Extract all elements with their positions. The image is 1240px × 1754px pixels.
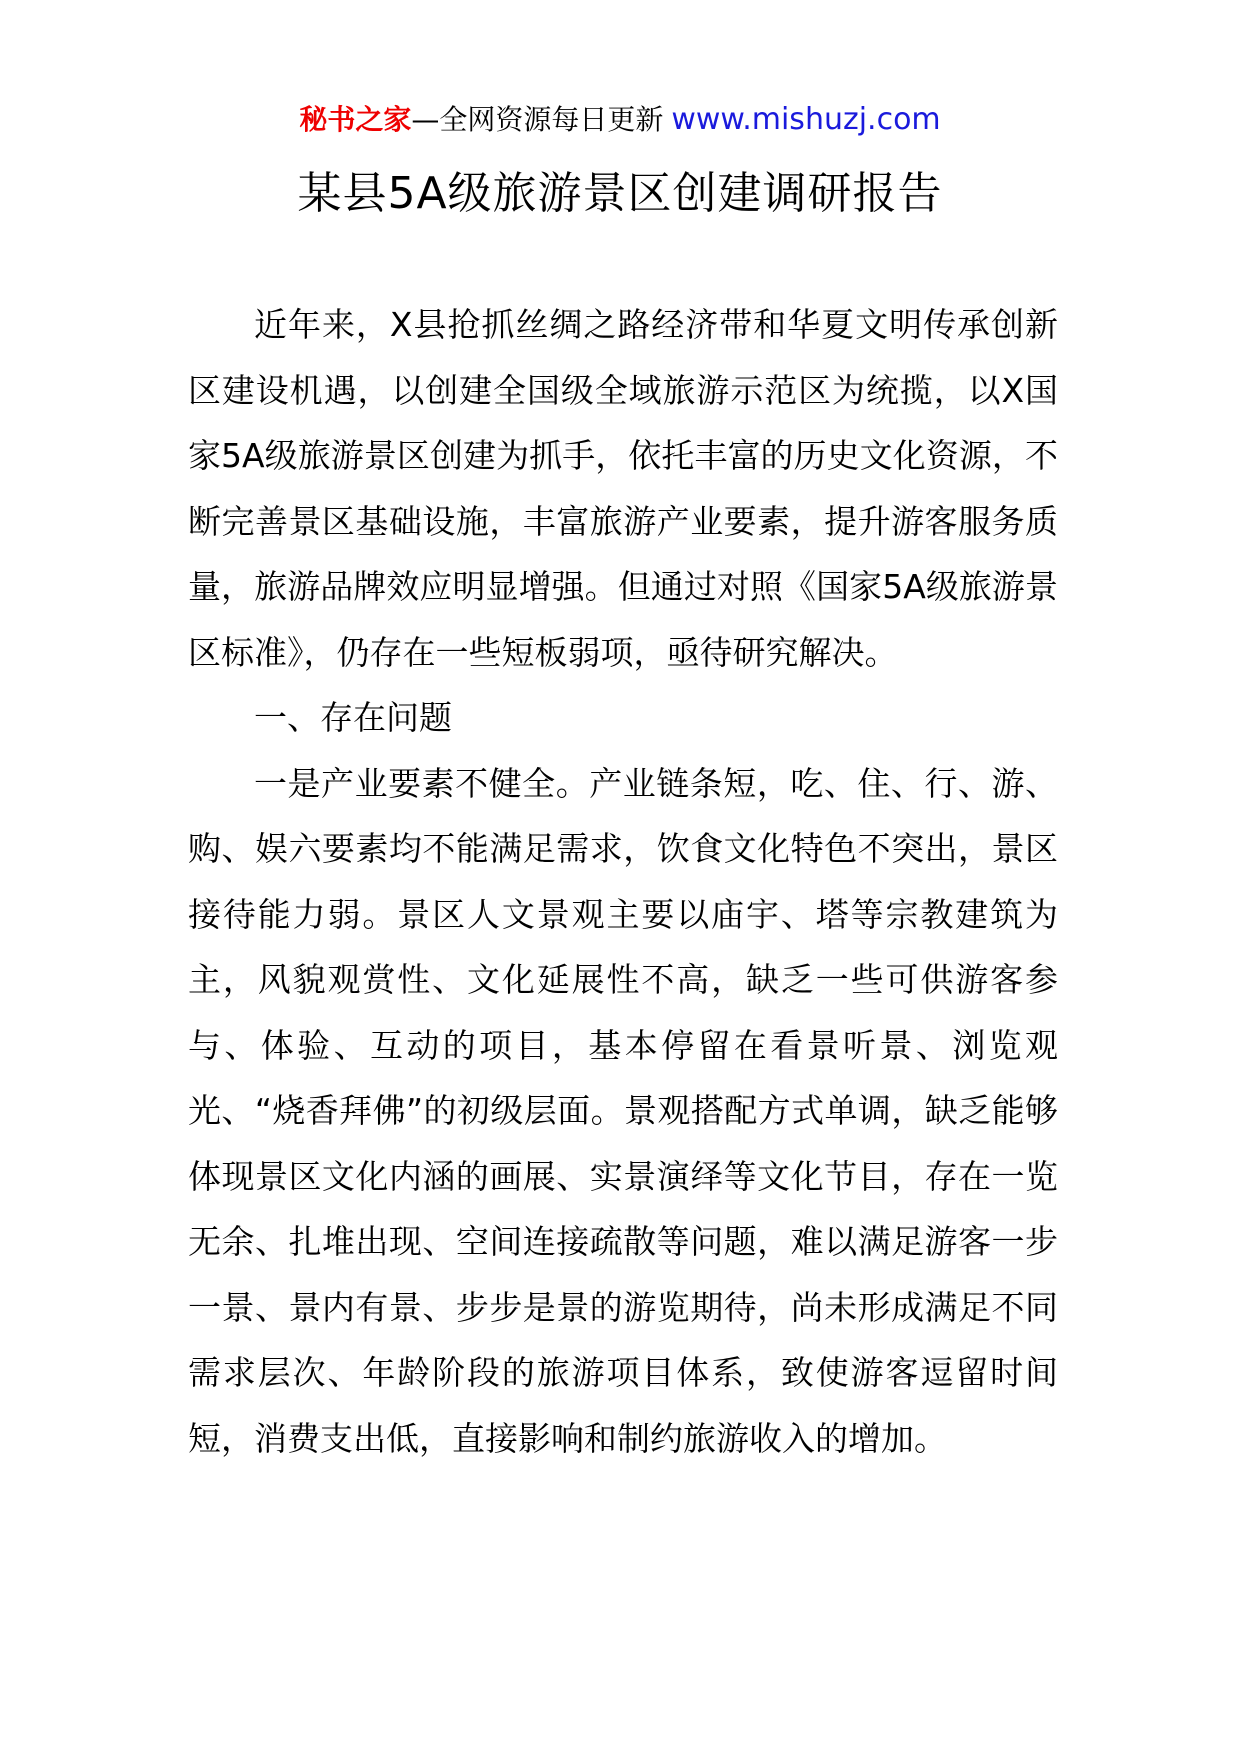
site-header — [0, 100, 1240, 140]
section-heading: 一、存在问题 — [254, 698, 452, 737]
header-url-link[interactable]: www.mishuzj.com — [671, 102, 941, 137]
section-paragraph: 一是产业要素不健全。产业链条短，吃、住、行、游、购、娱六要素均不能满足需求，饮食文化特色不突出，景区接待能力弱。景区人文景观主要以庙宇、塔等宗教建筑为主，风貌观赏性、文化延展性不高，缺乏一些可供游客参与、体验、互动的项目，基本停留在看景听景、浏览观光、“烧香拜佛”的初级层面。景观搭配方式单调，缺乏能够体现景区文化内涵的画展、实景演绎等文化节目，存在一览无余、扎堆出现、空间连接疏散等问题，难以满足游客一步一景、景内有景、步步是景的游览期待，尚未形成满足不同需求层次、年龄阶段的旅游项目体系，致使游客逗留时间短，消费支出低，直接影响和制约旅游收入的增加。 — [188, 763, 1058, 1458]
document-body — [188, 292, 1058, 1471]
intro-paragraph: 近年来，X县抢抓丝绸之路经济带和华夏文明传承创新区建设机遇，以创建全国级全域旅游示范区为统揽，以X国家5A级旅游景区创建为抓手，依托丰富的历史文化资源，不断完善景区基础设施，丰富旅游产业要素，提升游客服务质量，旅游品牌效应明显增强。但通过对照《国家5A级旅游景区标准》，仍存在一些短板弱项，亟待研究解决。 — [188, 305, 1058, 672]
document-title: 某县5A级旅游景区创建调研报告 — [297, 168, 943, 219]
header-slogan: —全网资源每日更新 — [411, 103, 664, 136]
header-brand: 秘书之家 — [299, 103, 412, 136]
